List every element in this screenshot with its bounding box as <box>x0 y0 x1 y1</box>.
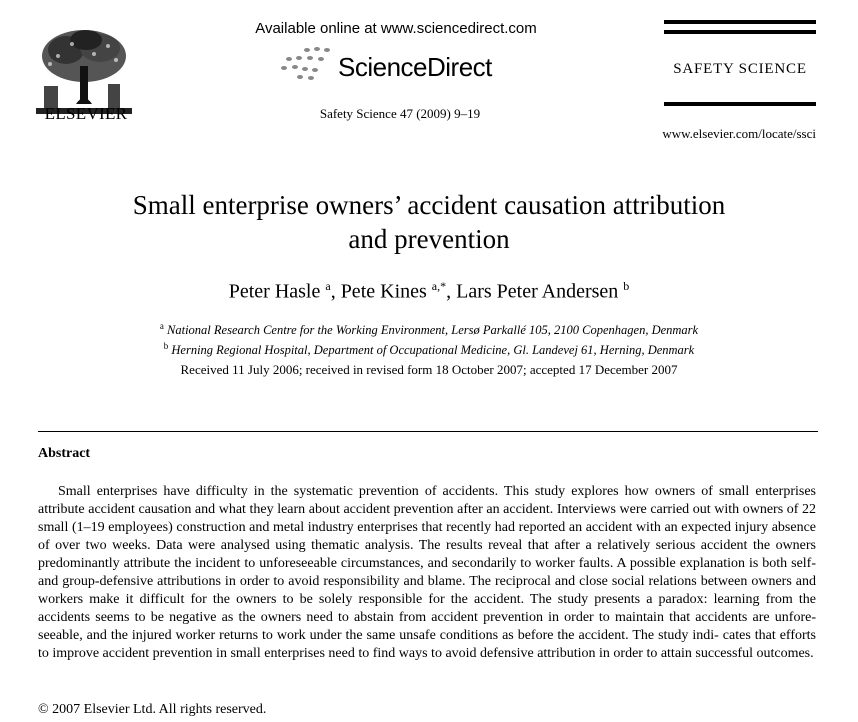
affiliation-text: National Research Centre for the Working Environment, Lersø Parkallé 105, 2100 Copenhagen, Denmark <box>167 323 699 338</box>
author-separator: , <box>330 280 341 303</box>
author-affiliation-marker: a <box>325 279 331 293</box>
affiliation-label: b <box>163 341 169 352</box>
abstract-body <box>38 483 816 663</box>
journal-url-link[interactable]: www.elsevier.com/locate/ssci <box>662 126 816 141</box>
section-divider <box>38 431 818 432</box>
author-affiliation-marker: b <box>623 279 630 293</box>
affiliation-item <box>40 318 818 338</box>
affiliation-text: Herning Regional Hospital, Department of Occupational Medicine, Gl. Landevej 61, Herning, Denmark <box>171 343 695 358</box>
article-title <box>40 188 818 256</box>
abstract-paragraph: Small enterprises have difficulty in the systematic prevention of accidents. This study explores how owners of small enterprises attribute accident causation and what they learn about accident prevention after an accident. Interviews were carried out with owners of 22 small (1–19 employees) construction and metal industry enterprises that recently had reported an accident with an expected injury absence of over two weeks. Data were analysed using thematic analysis. The results reveal that after a relatively serious accident the owners predominantly attribute the incident to unforeseeable circumstances, and secondarily to worker faults. A possible explanation is both self- and group-defensive attributions in order to avoid responsibility and blame. The reciprocal and close social relations between owners and workers make it difficult for the owners to be solely responsible for the accident. The study presents a paradox: learning from the accidents seems to be negative as the owners need to abstain from accident prevention in order to maintain that accidents are unfore- seeable, and the injured worker returns to work under the same unsafe conditions as before the accident. The study indi- cates that efforts to improve accident prevention in small enterprises need to find ways to avoid defensive attribution in order to attain successful outcomes. <box>38 484 816 661</box>
author-name[interactable]: Peter Hasle <box>228 280 321 303</box>
title-line-2: and prevention <box>348 224 510 254</box>
available-online-text: Available online at www.sciencedirect.com <box>255 20 537 37</box>
journal-citation: Safety Science 47 (2009) 9–19 <box>319 106 481 121</box>
copyright-notice: © 2007 Elsevier Ltd. All rights reserved. <box>38 702 267 717</box>
header-rule-second <box>664 30 816 34</box>
affiliation-label: a <box>159 321 164 331</box>
author-name[interactable]: Lars Peter Andersen <box>456 280 619 303</box>
author-separator: , <box>446 280 457 303</box>
affiliations <box>40 318 818 358</box>
publisher-wordmark: ELSEVIER <box>44 104 128 123</box>
author-affiliation-marker: a,* <box>431 279 447 293</box>
sciencedirect-dots-icon <box>279 45 341 81</box>
received-dates: Received 11 July 2006; received in revised form 18 October 2007; accepted 17 December 2007 <box>180 362 678 377</box>
header-rule-top <box>664 20 816 24</box>
journal-name: SAFETY SCIENCE <box>673 61 807 77</box>
title-line-1: Small enterprise owners’ accident causation attribution <box>132 190 726 220</box>
author-name[interactable]: Pete Kines <box>340 280 427 303</box>
author-list <box>40 279 818 304</box>
affiliation-item <box>40 338 818 358</box>
platform-wordmark: ScienceDirect <box>338 52 492 82</box>
header-rule-bottom <box>664 102 816 106</box>
abstract-heading: Abstract <box>38 446 91 461</box>
